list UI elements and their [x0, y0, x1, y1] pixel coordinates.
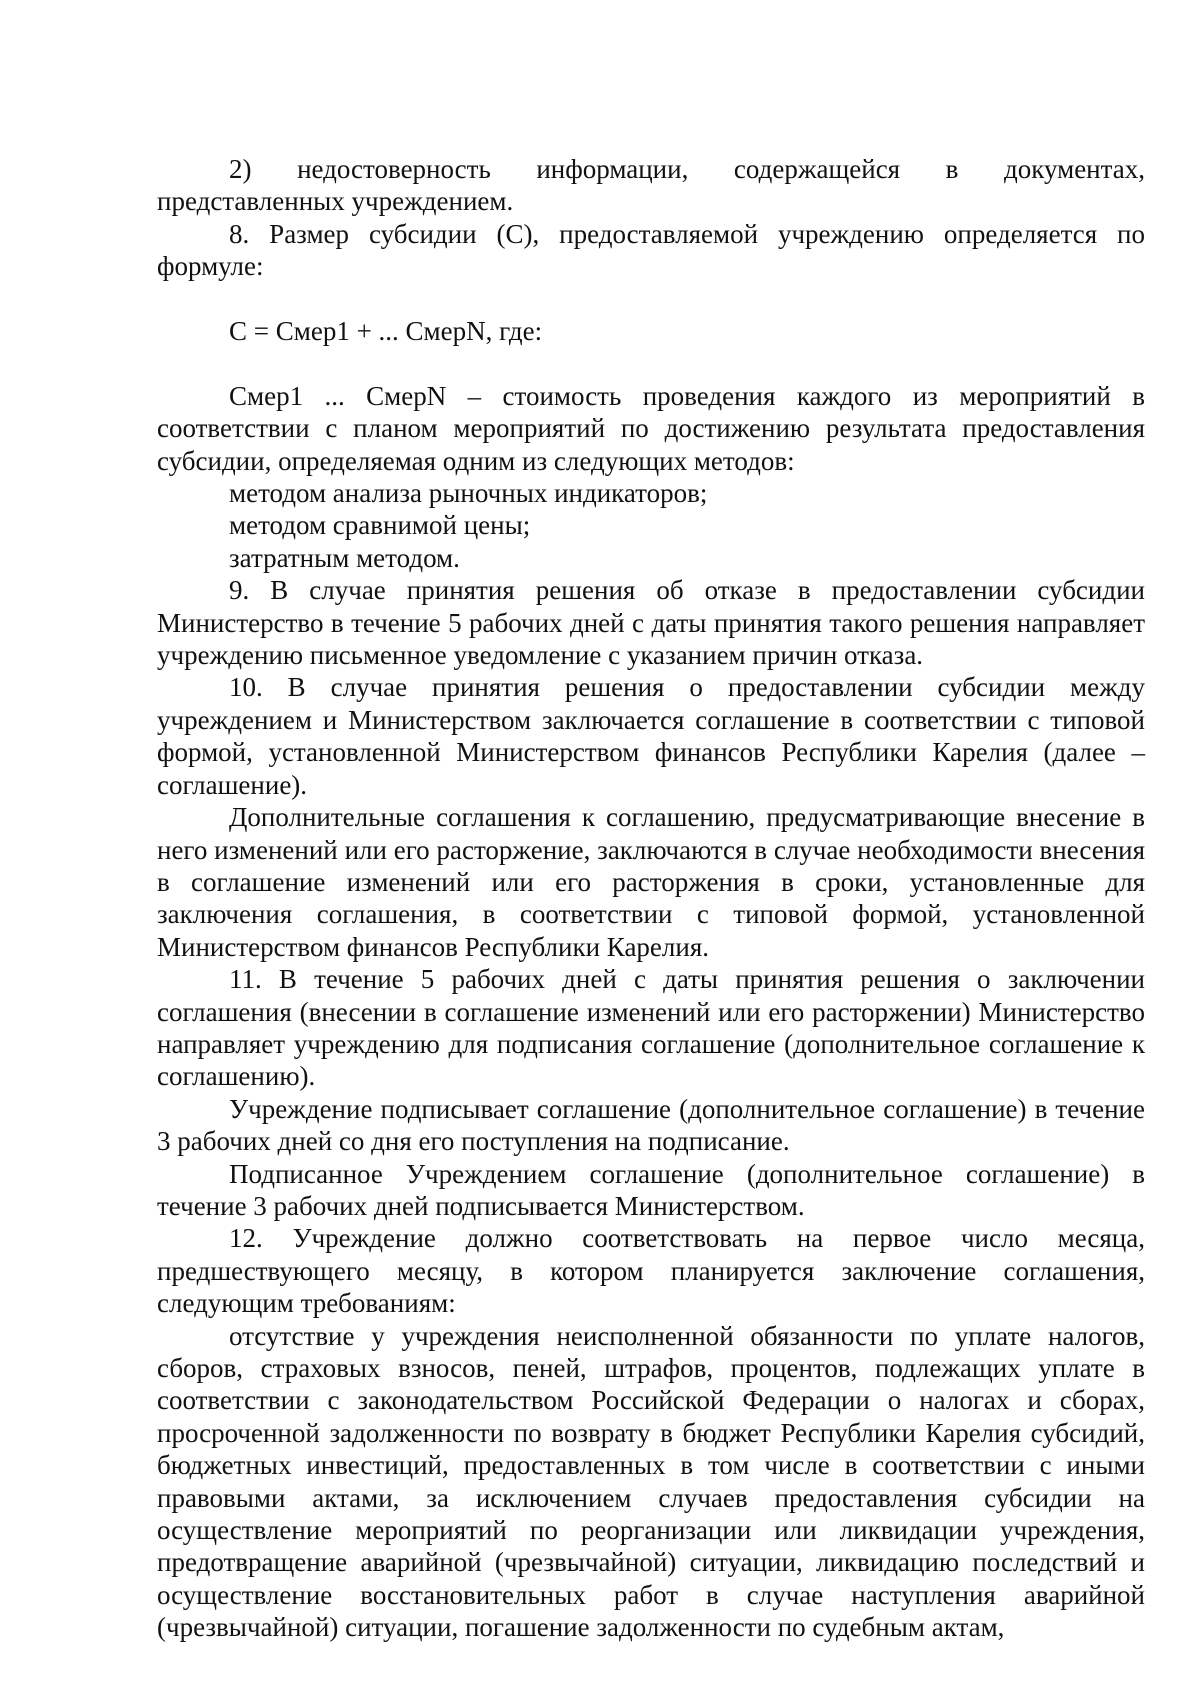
paragraph-item-2: 2) недостоверность информации, содержащейся в документах, представленных учреждением.	[157, 154, 1145, 217]
paragraph-10-agreement: 10. В случае принятия решения о предоставлении субсидии между учреждением и Министерством заключается соглашение в соответствии с типовой формой, установленной Министерством финансов Республики Карелия (далее – соглашение).	[157, 672, 1145, 800]
paragraph-9-refusal: 9. В случае принятия решения об отказе в предоставлении субсидии Министерство в течение 5 рабочих дней с даты принятия такого решения направляет учреждению письменное уведомление с указанием причин отказа.	[157, 575, 1145, 671]
paragraph-11-signing: 11. В течение 5 рабочих дней с даты принятия решения о заключении соглашения (внесении в соглашение изменений или его расторжении) Министерство направляет учреждению для подписания соглашение (дополнительное соглашение к соглашению).	[157, 964, 1145, 1092]
method-item: методом сравнимой цены;	[229, 510, 531, 541]
paragraph-institution-signs: Учреждение подписывает соглашение (дополнительное соглашение) в течение 3 рабочих дней со дня его поступления на подписание.	[157, 1093, 1145, 1157]
paragraph-additional-agreements: Дополнительные соглашения к соглашению, предусматривающие внесение в него изменений или его расторжение, заключаются в случае необходимости внесения в соглашение изменений или его расторжения в сроки, установленные для заключения соглашения, в соответствии с типовой формой, установленной Министерством финансов Республики Карелия.	[157, 802, 1145, 962]
subsidy-formula: С = Смер1 + ... СмерN, где:	[229, 316, 543, 347]
paragraph-12-requirements: 12. Учреждение должно соответствовать на первое число месяца, предшествующего месяцу, в котором планируется заключение соглашения, следующим требованиям:	[157, 1223, 1145, 1319]
spacer	[157, 347, 1145, 379]
method-item: затратным методом.	[229, 542, 460, 573]
spacer	[157, 283, 1145, 315]
paragraph-formula-definition: Смер1 ... СмерN – стоимость проведения каждого из мероприятий в соответствии с планом мероприятий по достижению результата предоставления субсидии, определяемая одним из следующих методов:	[157, 380, 1145, 476]
paragraph-requirement-no-debt: отсутствие у учреждения неисполненной обязанности по уплате налогов, сборов, страховых взносов, пеней, штрафов, процентов, подлежащих уплате в соответствии с законодательством Российской Федерации о налогах и сборах, просроченной задолженности по возврату в бюджет Республики Карелия субсидий, бюджетных инвестиций, предоставленных в том числе в соответствии с иными правовыми актами, за исключением случаев предоставления субсидии на осуществление мероприятий по реорганизации или ликвидации учреждения, предотвращение аварийной (чрезвычайной) ситуации, ликвидацию последствий и осуществление восстановительных работ в случае наступления аварийной (чрезвычайной) ситуации, погашение задолженности по судебным актам,	[157, 1320, 1145, 1643]
document-page	[157, 153, 1145, 1644]
paragraph-subsidy-size: 8. Размер субсидии (С), предоставляемой учреждению определяется по формуле:	[157, 218, 1145, 282]
paragraph-ministry-signs: Подписанное Учреждением соглашение (дополнительное соглашение) в течение 3 рабочих дней подписывается Министерством.	[157, 1158, 1145, 1221]
method-item: методом анализа рыночных индикаторов;	[229, 478, 708, 509]
